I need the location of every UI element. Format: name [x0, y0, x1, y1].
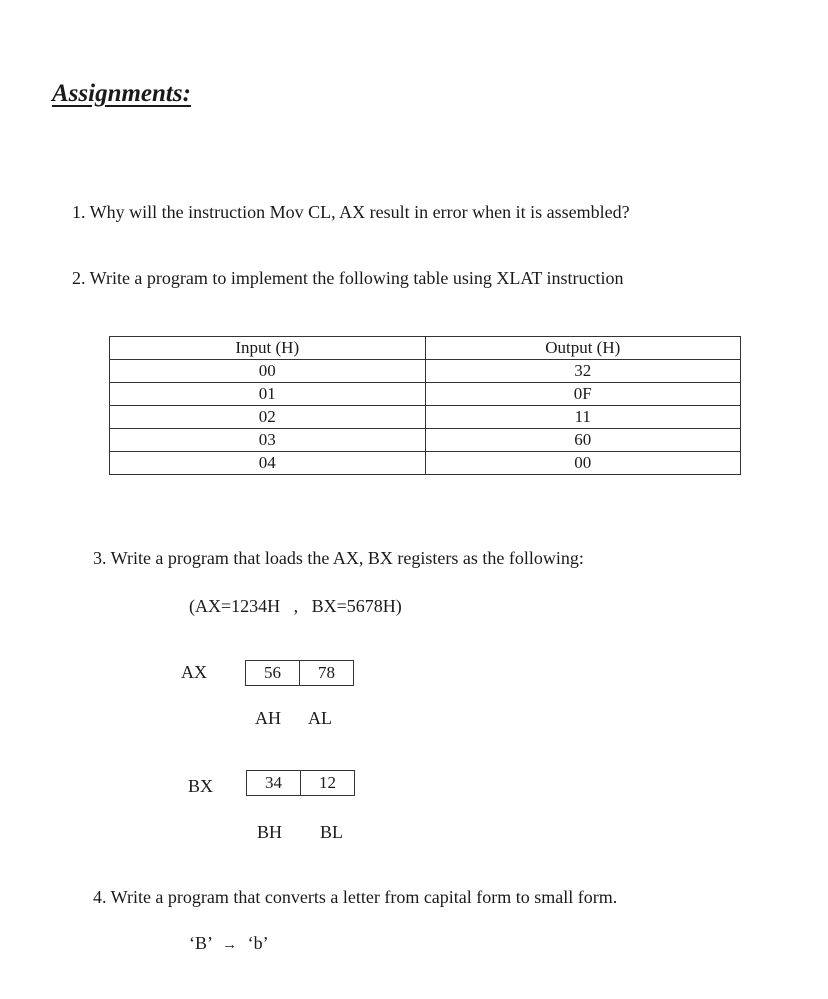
question-3: 3. Write a program that loads the AX, BX registers as the following: — [93, 548, 584, 568]
output-cell: 32 — [425, 360, 741, 383]
capital-letter: ‘B’ — [189, 933, 212, 953]
output-cell: 11 — [425, 406, 741, 429]
bl-label: BL — [320, 822, 344, 842]
page-title: Assignments: — [52, 80, 191, 107]
input-cell: 04 — [110, 452, 426, 475]
conversion-example — [189, 933, 269, 954]
input-cell: 00 — [110, 360, 426, 383]
header-output: Output (H) — [425, 337, 741, 360]
input-cell: 02 — [110, 406, 426, 429]
table-row — [110, 429, 741, 452]
small-letter: ‘b’ — [247, 933, 269, 953]
register-values: (AX=1234H , BX=5678H) — [189, 596, 402, 616]
question-1: 1. Why will the instruction Mov CL, AX result in error when it is assembled? — [72, 202, 630, 222]
bh-value: 34 — [265, 773, 282, 792]
ax-label: AX — [181, 662, 207, 682]
table-header-row — [110, 337, 741, 360]
bh-label: BH — [257, 822, 283, 842]
input-cell: 01 — [110, 383, 426, 406]
bl-value: 12 — [300, 771, 354, 795]
table-row — [110, 406, 741, 429]
bx-label: BX — [188, 776, 214, 796]
right-arrow-icon: → — [222, 937, 238, 953]
question-4: 4. Write a program that converts a letter from capital form to small form. — [93, 887, 618, 907]
table-row — [110, 452, 741, 475]
table-row — [110, 383, 741, 406]
xlat-table — [109, 336, 741, 475]
al-value: 78 — [299, 661, 353, 685]
ah-label: AH — [255, 708, 281, 728]
al-label: AL — [308, 708, 332, 728]
ah-value: 56 — [264, 663, 281, 682]
header-input: Input (H) — [110, 337, 426, 360]
ax-register-box — [245, 660, 354, 686]
output-cell: 00 — [425, 452, 741, 475]
question-2: 2. Write a program to implement the following table using XLAT instruction — [72, 268, 624, 288]
output-cell: 0F — [425, 383, 741, 406]
bx-register-box — [246, 770, 355, 796]
output-cell: 60 — [425, 429, 741, 452]
input-cell: 03 — [110, 429, 426, 452]
table-row — [110, 360, 741, 383]
